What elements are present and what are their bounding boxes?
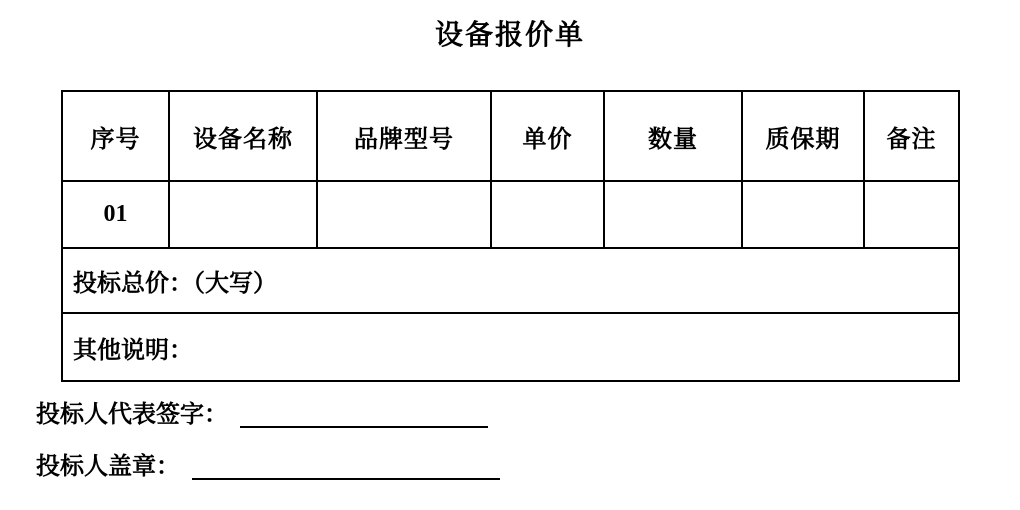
cell-equipment-name[interactable] (169, 181, 317, 248)
quotation-table (61, 90, 960, 382)
seal-underline[interactable] (192, 478, 500, 480)
table-header-row (62, 91, 959, 181)
cell-remarks[interactable] (864, 181, 959, 248)
signature-label: 投标人代表签字： (36, 402, 228, 428)
cell-warranty-period[interactable] (742, 181, 864, 248)
other-notes-label[interactable]: 其他说明： (62, 313, 959, 381)
cell-quantity[interactable] (604, 181, 742, 248)
signature-line (36, 394, 488, 429)
cell-serial-number: 01 (62, 181, 169, 248)
header-cell-equipment-name: 设备名称 (169, 91, 317, 181)
total-price-label[interactable]: 投标总价：（大写） (62, 248, 959, 313)
header-cell-remarks: 备注 (864, 91, 959, 181)
signature-underline[interactable] (240, 426, 488, 428)
header-cell-quantity: 数量 (604, 91, 742, 181)
cell-unit-price[interactable] (491, 181, 604, 248)
other-notes-row (62, 313, 959, 381)
seal-label: 投标人盖章： (36, 454, 180, 480)
header-cell-warranty-period: 质保期 (742, 91, 864, 181)
cell-brand-model[interactable] (317, 181, 491, 248)
page-title: 设备报价单 (434, 20, 585, 51)
header-cell-brand-model: 品牌型号 (317, 91, 491, 181)
header-cell-unit-price: 单价 (491, 91, 604, 181)
table-row (62, 181, 959, 248)
seal-line (36, 446, 500, 481)
header-cell-serial-number: 序号 (62, 91, 169, 181)
total-price-row (62, 248, 959, 313)
